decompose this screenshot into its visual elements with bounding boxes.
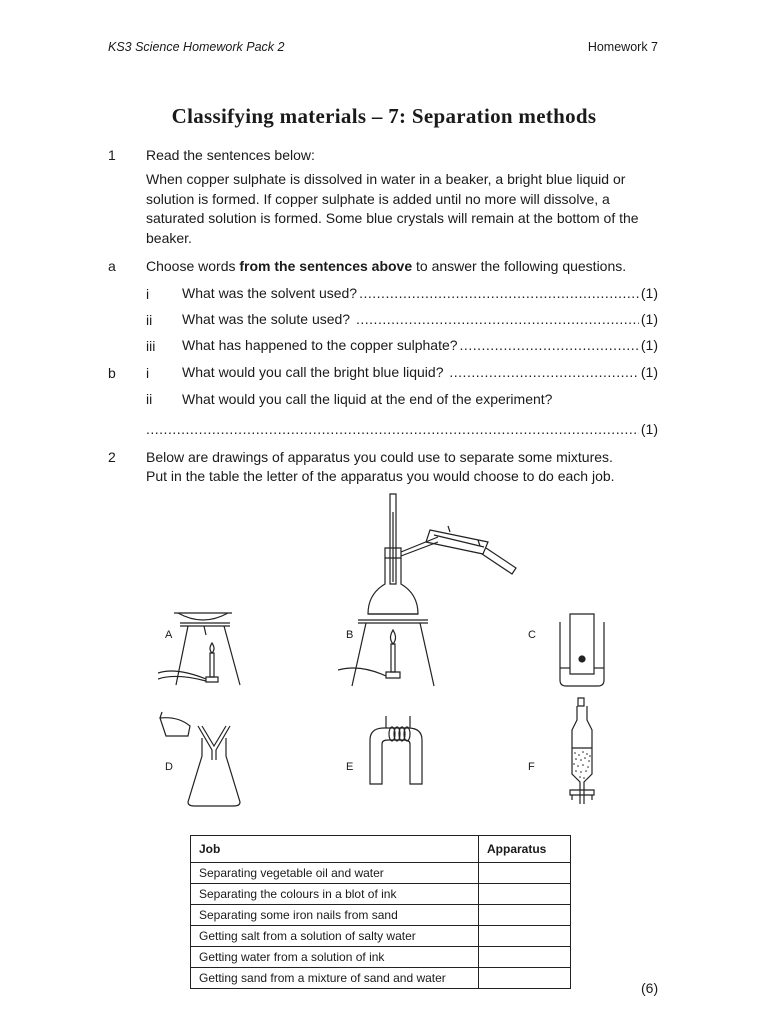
q1a-ii-row	[182, 311, 658, 327]
q1b-ii-text: What would you call the liquid at the end of the experiment?	[182, 391, 553, 407]
apparatus-a-evaporating-dish-icon	[158, 605, 248, 689]
q1b-ii-answer-row	[146, 421, 658, 437]
q2-number: 2	[108, 449, 116, 465]
answer-line[interactable]	[449, 364, 638, 380]
q1b-ii-mark: (1)	[640, 421, 658, 437]
header-pack-title: KS3 Science Homework Pack 2	[108, 40, 285, 54]
answer-line[interactable]	[359, 285, 639, 301]
q1a-iii-num: iii	[146, 338, 156, 354]
table-header-job: Job	[191, 836, 479, 863]
table-row	[191, 968, 571, 989]
apparatus-d-filtration-icon	[158, 706, 244, 810]
q1a-i-mark: (1)	[640, 285, 658, 301]
q1a-instruction	[146, 257, 626, 276]
job-cell: Getting salt from a solution of salty water	[191, 926, 479, 947]
answer-line[interactable]	[460, 337, 639, 353]
q1a-instruction-post: to answer the following questions.	[412, 258, 627, 274]
q1a-label: a	[108, 258, 116, 274]
q1-passage: When copper sulphate is dissolved in water in a beaker, a bright blue liquid or solution is formed. If copper sulphate is added until no more will dissolve, a saturated solution is formed. Some blue crystals will remain at the bottom of the beaker.	[146, 171, 639, 246]
apparatus-e-magnet-icon	[366, 714, 426, 788]
table-header-apparatus: Apparatus	[479, 836, 571, 863]
table-row	[191, 926, 571, 947]
job-cell: Getting water from a solution of ink	[191, 947, 479, 968]
q1b-i-text: What would you call the bright blue liquid?	[182, 364, 448, 380]
apparatus-answer-cell[interactable]	[479, 884, 571, 905]
q1b-i-num: i	[146, 365, 150, 381]
q2-line1: Below are drawings of apparatus you could use to separate some mixtures.	[146, 449, 613, 465]
apparatus-label-b: B	[346, 629, 354, 641]
apparatus-c-chromatography-icon	[556, 610, 608, 690]
table-header-row	[191, 836, 571, 863]
q1a-i-row	[182, 285, 658, 301]
apparatus-label-e: E	[346, 761, 354, 773]
apparatus-answer-cell[interactable]	[479, 863, 571, 884]
q1b-i-mark: (1)	[640, 364, 658, 380]
q1-intro: Read the sentences below:	[146, 147, 315, 163]
q1a-iii-text: What has happened to the copper sulphate?	[182, 337, 458, 353]
q1b-label: b	[108, 365, 116, 381]
apparatus-answer-cell[interactable]	[479, 968, 571, 989]
table-row	[191, 905, 571, 926]
job-cell: Getting sand from a mixture of sand and water	[191, 968, 479, 989]
job-cell: Separating vegetable oil and water	[191, 863, 479, 884]
apparatus-answer-cell[interactable]	[479, 905, 571, 926]
page-title: Classifying materials – 7: Separation methods	[171, 104, 597, 128]
apparatus-answer-cell[interactable]	[479, 947, 571, 968]
header-homework-number: Homework 7	[587, 40, 658, 54]
q1a-iii-mark: (1)	[640, 337, 658, 353]
answer-line[interactable]	[356, 311, 639, 327]
q1a-i-num: i	[146, 286, 150, 302]
q1b-i-row	[182, 364, 658, 380]
apparatus-f-separating-funnel-icon	[564, 696, 600, 808]
table-row	[191, 947, 571, 968]
answer-line[interactable]	[146, 421, 639, 437]
q1b-ii-num: ii	[146, 391, 153, 407]
apparatus-answer-cell[interactable]	[479, 926, 571, 947]
q1a-iii-row	[182, 337, 658, 353]
job-cell: Separating the colours in a blot of ink	[191, 884, 479, 905]
apparatus-label-a: A	[165, 629, 173, 641]
q1a-ii-mark: (1)	[640, 311, 658, 327]
q1a-ii-text: What was the solute used?	[182, 311, 354, 327]
job-cell: Separating some iron nails from sand	[191, 905, 479, 926]
q1a-instruction-bold: from the sentences above	[239, 258, 413, 274]
q1a-i-text: What was the solvent used?	[182, 285, 358, 301]
apparatus-label-c: C	[528, 629, 536, 641]
apparatus-label-f: F	[528, 761, 535, 773]
q2-line2: Put in the table the letter of the apparatus you would choose to do each job.	[146, 468, 615, 484]
apparatus-b-distillation-icon	[338, 492, 524, 690]
table-row	[191, 863, 571, 884]
apparatus-label-d: D	[165, 761, 173, 773]
q1a-instruction-pre: Choose words	[146, 258, 240, 274]
jobs-table	[190, 835, 571, 989]
q1-number: 1	[108, 147, 116, 163]
q1a-ii-num: ii	[146, 312, 153, 328]
q2-mark: (6)	[641, 980, 659, 996]
table-row	[191, 884, 571, 905]
